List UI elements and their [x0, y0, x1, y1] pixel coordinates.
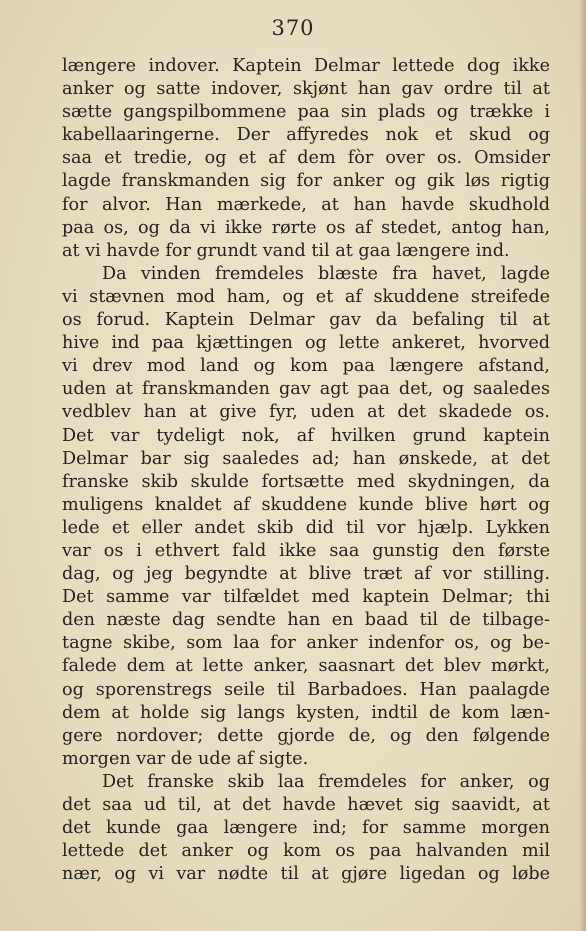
- text-line: og sporenstregs seile til Barbadoes. Han paalagde: [62, 679, 550, 700]
- text-line: Det var tydeligt nok, af hvilken grund kaptein: [62, 425, 550, 446]
- text-line: det kunde gaa længere ind; for samme morgen: [62, 818, 550, 839]
- text-line: uden at franskmanden gav agt paa det, og saaledes: [62, 379, 550, 400]
- text-line: for alvor. Han mærkede, at han havde skudhold: [62, 194, 550, 215]
- text-line: franske skib skulde fortsætte med skydningen, da: [62, 471, 550, 492]
- text-line: falede dem at lette anker, saasnart det blev mørkt,: [62, 656, 550, 677]
- text-line: nær, og vi var nødte til at gjøre ligedan og løbe: [62, 864, 550, 885]
- text-line: anker og satte indover, skjønt han gav ordre til at: [62, 79, 550, 100]
- text-line: muligens knaldet af skuddene kunde blive hørt og: [62, 494, 550, 515]
- text-line: saa et tredie, og et af dem fòr over os. Omsider: [62, 148, 550, 169]
- text-line: tagne skibe, som laa for anker indenfor os, og be-: [62, 633, 550, 654]
- text-line: vedblev han at give fyr, uden at det skadede os.: [62, 402, 550, 423]
- text-line: hive ind paa kjættingen og lette ankeret, hvorved: [62, 333, 550, 354]
- text-line: at vi havde for grundt vand til at gaa længere ind.: [62, 240, 510, 261]
- text-line: vi drev mod land og kom paa længere afstand,: [62, 356, 550, 377]
- text-line: Det samme var tilfældet med kaptein Delmar; thi: [62, 587, 550, 608]
- text-line: den næste dag sendte han en baad til de tilbage-: [62, 610, 550, 631]
- text-line: morgen var de ude af sigte.: [62, 748, 309, 769]
- text-line: dag, og jeg begyndte at blive træt af vor stilling.: [62, 564, 550, 585]
- text-line: var os i ethvert fald ikke saa gunstig den første: [62, 540, 550, 561]
- body-text: [62, 55, 550, 886]
- page-number: 370: [271, 16, 315, 40]
- text-line: Det franske skib laa fremdeles for anker, og: [102, 771, 550, 792]
- text-line: det saa ud til, at det havde hævet sig saavidt, at: [62, 795, 550, 815]
- text-line: gere nordover; dette gjorde de, og den følgende: [62, 725, 550, 746]
- text-line: sætte gangspilbommene paa sin plads og trække i: [62, 102, 550, 123]
- text-line: dem at holde sig langs kysten, indtil de kom læn-: [62, 702, 550, 723]
- text-line: vi stævnen mod ham, og et af skuddene streifede: [62, 286, 550, 307]
- text-line: os forud. Kaptein Delmar gav da befaling til at: [62, 310, 550, 331]
- page-edge: [580, 0, 586, 931]
- text-line: lede et eller andet skib did til vor hjælp. Lykken: [62, 517, 550, 538]
- text-line: lagde franskmanden sig for anker og gik løs rigtig: [62, 171, 550, 192]
- text-line: Delmar bar sig saaledes ad; han ønskede, at det: [62, 448, 550, 469]
- text-line: lettede det anker og kom os paa halvanden mil: [62, 841, 550, 862]
- text-line: kabellaaringerne. Der affyredes nok et skud og: [62, 125, 550, 146]
- text-line: Da vinden fremdeles blæste fra havet, lagde: [102, 263, 550, 284]
- text-line: længere indover. Kaptein Delmar lettede dog ikke: [62, 56, 550, 76]
- text-line: paa os, og da vi ikke rørte os af stedet, antog han,: [62, 217, 550, 238]
